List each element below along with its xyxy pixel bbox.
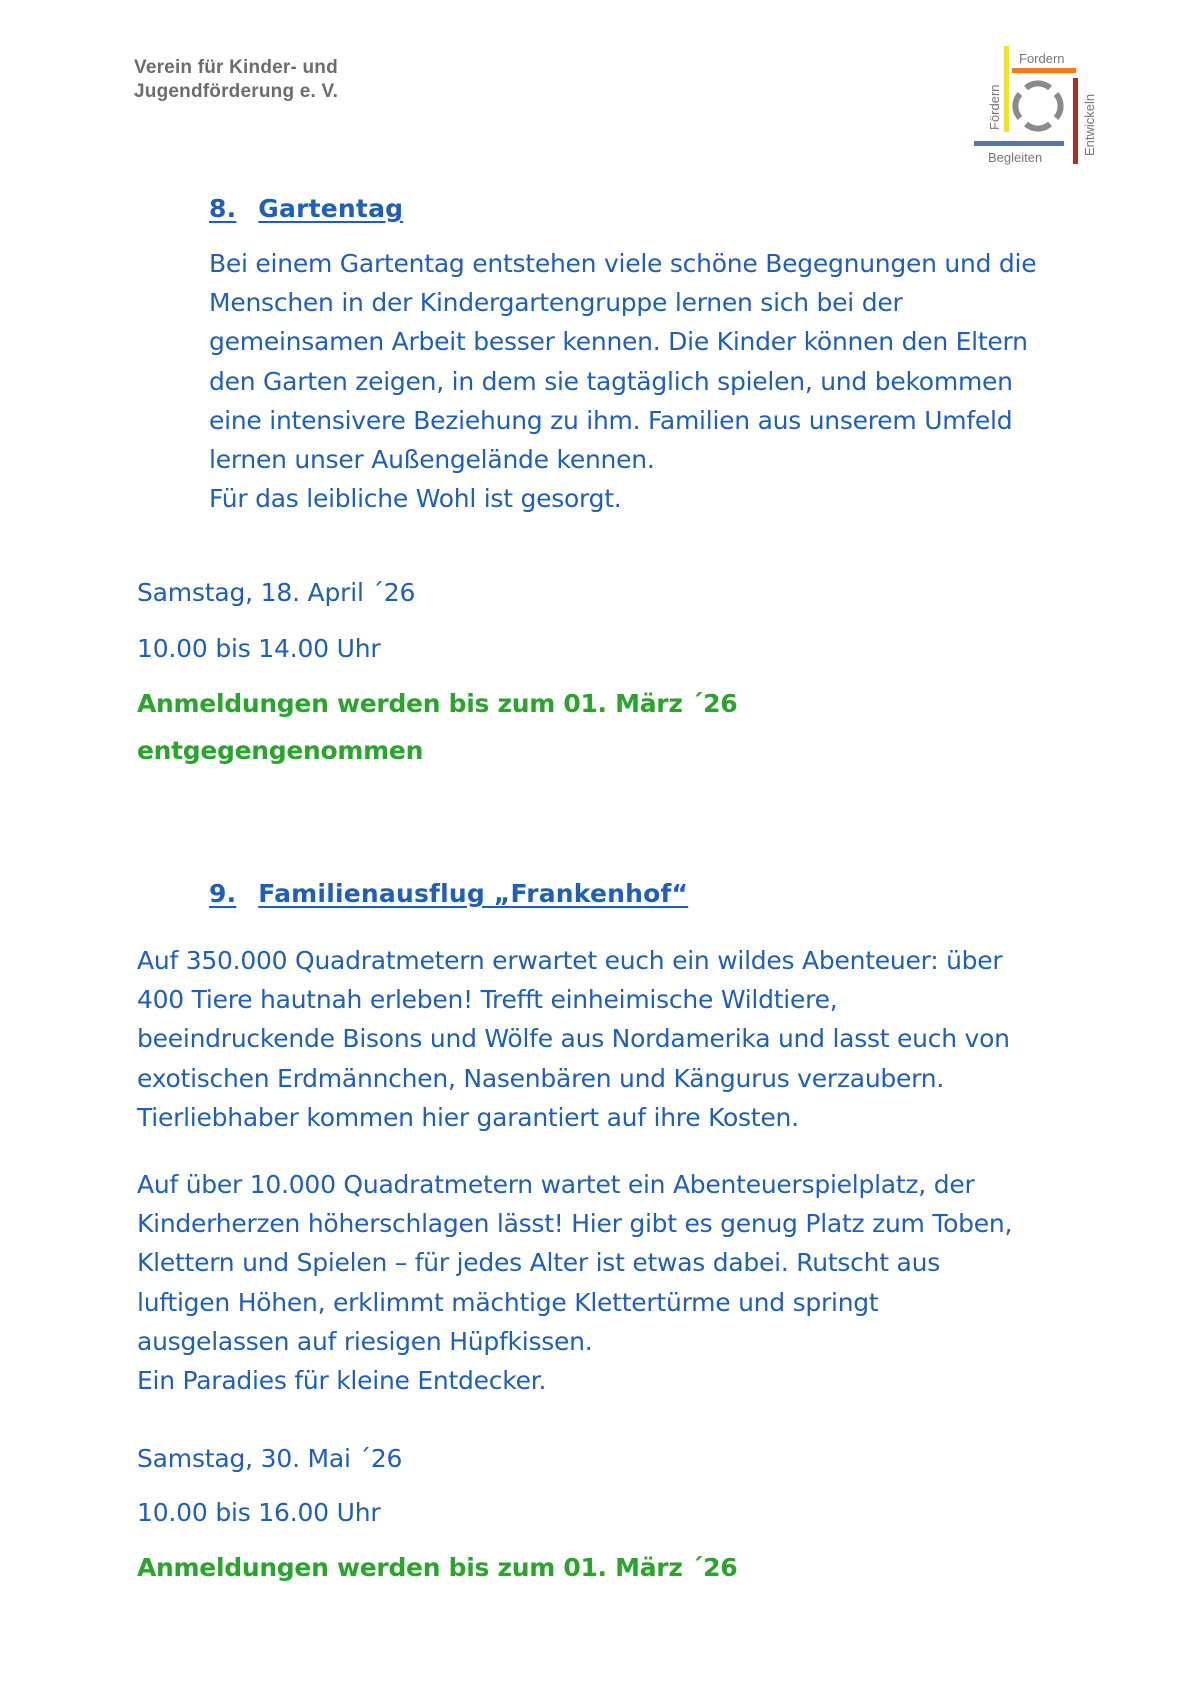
section-9-paragraph-2-line: Kinderherzen höherschlagen lässt! Hier gibt es genug Platz zum Toben, [137,1209,1013,1239]
logo-blue-bar [974,141,1064,146]
section-8-paragraph [209,244,1036,518]
logo-ring [1015,83,1060,128]
organization-name-line-1: Verein für Kinder- und [134,57,338,78]
section-9-paragraph-2-line: luftigen Höhen, erklimmt mächtige Klettertürme und springt [137,1287,879,1317]
section-8-paragraph-line: eine intensivere Beziehung zu ihm. Familien aus unserem Umfeld [209,405,1013,435]
section-9-paragraph-2-line: Ein Paradies für kleine Entdecker. [137,1366,547,1396]
section-8-date: Samstag, 18. April ´26 [137,578,416,607]
section-8-heading [209,194,403,223]
organization-name-line-2: Jugendförderung e. V. [134,81,339,102]
section-8-registration-line-1: Anmeldungen werden bis zum 01. März ´26 [137,689,738,718]
logo-word-bottom: Begleiten [988,150,1043,165]
section-8-paragraph-line: Menschen in der Kindergartengruppe lernen sich bei der [209,288,903,318]
section-9-paragraph-1-line: exotischen Erdmännchen, Nasenbären und Kängurus verzaubern. [137,1063,945,1093]
section-9-paragraph-1-line: beeindruckende Bisons und Wölfe aus Nordamerika und lasst euch von [137,1024,1010,1054]
logo-red-bar [1073,78,1078,164]
organization-logo [970,44,1110,176]
section-8-paragraph-line: den Garten zeigen, in dem sie tagtäglich spielen, und bekommen [209,366,1013,396]
section-9-number: 9. [209,879,237,908]
section-9-date: Samstag, 30. Mai ´26 [137,1444,403,1473]
section-9-paragraph-2-line: ausgelassen auf riesigen Hüpfkissen. [137,1326,593,1356]
section-9-paragraph-2 [137,1165,1012,1400]
logo-word-left: Fördern [987,84,1002,130]
section-8-paragraph-line: Bei einem Gartentag entstehen viele schöne Begegnungen und die [209,249,1037,278]
organization-name [134,56,338,104]
section-9-paragraph-1-line: 400 Tiere hautnah erleben! Trefft einheimische Wildtiere, [137,985,838,1015]
section-8-paragraph-line: gemeinsamen Arbeit besser kennen. Die Kinder können den Eltern [209,327,1028,357]
logo-word-right: Entwickeln [1082,93,1097,156]
section-9-paragraph-1 [137,941,1010,1137]
section-9-registration-line-1: Anmeldungen werden bis zum 01. März ´26 [137,1553,738,1582]
section-9-paragraph-2-line: Klettern und Spielen – für jedes Alter ist etwas dabei. Rutscht aus [137,1248,940,1278]
section-8-number: 8. [209,194,237,223]
section-8-time: 10.00 bis 14.00 Uhr [137,634,381,663]
logo-word-top: Fordern [1019,51,1065,66]
section-9-paragraph-1-line: Auf 350.000 Quadratmetern erwartet euch ein wildes Abenteuer: über [137,946,1003,975]
section-9-time: 10.00 bis 16.00 Uhr [137,1498,381,1527]
section-8-paragraph-line: Für das leibliche Wohl ist gesorgt. [209,484,622,514]
logo-orange-bar [1012,68,1076,73]
section-9-paragraph-1-line: Tierliebhaber kommen hier garantiert auf ihre Kosten. [137,1102,799,1132]
section-8-registration-line-2: entgegengenommen [137,736,424,765]
logo-yellow-bar [1004,46,1009,132]
section-9-paragraph-2-line: Auf über 10.000 Quadratmetern wartet ein Abenteuerspielplatz, der [137,1170,975,1199]
section-9-heading [209,879,688,908]
section-9-title: Familienausflug „Frankenhof“ [258,879,689,908]
section-8-title: Gartentag [258,194,404,223]
section-8-paragraph-line: lernen unser Außengelände kennen. [209,445,655,475]
